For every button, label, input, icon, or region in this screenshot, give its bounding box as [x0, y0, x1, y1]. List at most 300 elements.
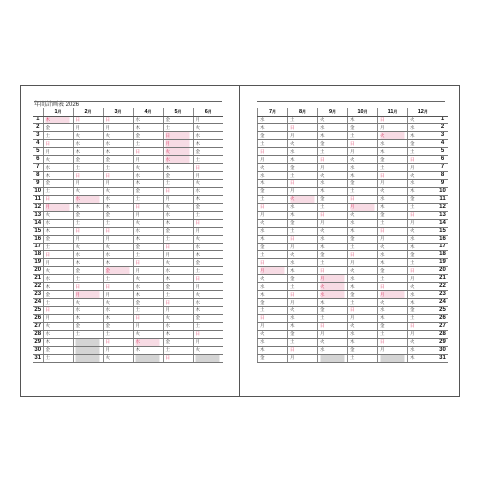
- date-cell-3-22[interactable]: [103, 283, 133, 291]
- date-cell-12-28[interactable]: [408, 330, 438, 338]
- date-cell-8-28[interactable]: [288, 330, 318, 338]
- date-cell-11-10[interactable]: [378, 187, 408, 195]
- date-cell-5-24[interactable]: [163, 299, 193, 307]
- date-cell-3-13[interactable]: [103, 211, 133, 219]
- date-cell-5-11[interactable]: [163, 195, 193, 203]
- date-cell-9-20[interactable]: [318, 267, 348, 275]
- blank-date-cell[interactable]: [193, 354, 223, 362]
- date-cell-4-5[interactable]: [133, 148, 163, 156]
- date-cell-12-4[interactable]: [408, 140, 438, 148]
- date-cell-7-27[interactable]: [258, 322, 288, 330]
- date-cell-12-9[interactable]: [408, 180, 438, 188]
- date-cell-11-20[interactable]: [378, 267, 408, 275]
- date-cell-5-8[interactable]: [163, 172, 193, 180]
- date-cell-8-22[interactable]: [288, 283, 318, 291]
- date-cell-9-23[interactable]: [318, 291, 348, 299]
- date-cell-7-31[interactable]: [258, 354, 288, 362]
- date-cell-8-8[interactable]: [288, 172, 318, 180]
- date-cell-6-20[interactable]: [193, 267, 223, 275]
- blank-date-cell[interactable]: [73, 354, 103, 362]
- date-cell-5-28[interactable]: [163, 330, 193, 338]
- date-cell-1-27[interactable]: [43, 322, 73, 330]
- date-cell-5-29[interactable]: [163, 338, 193, 346]
- date-cell-10-25[interactable]: [348, 307, 378, 315]
- date-cell-7-17[interactable]: [258, 243, 288, 251]
- date-cell-7-14[interactable]: [258, 219, 288, 227]
- date-cell-6-29[interactable]: [193, 338, 223, 346]
- date-cell-6-17[interactable]: [193, 243, 223, 251]
- date-cell-6-3[interactable]: [193, 132, 223, 140]
- date-cell-6-27[interactable]: [193, 322, 223, 330]
- date-cell-7-25[interactable]: [258, 307, 288, 315]
- date-cell-7-21[interactable]: [258, 275, 288, 283]
- date-cell-7-22[interactable]: [258, 283, 288, 291]
- date-cell-5-27[interactable]: [163, 322, 193, 330]
- date-cell-4-3[interactable]: [133, 132, 163, 140]
- date-cell-6-4[interactable]: [193, 140, 223, 148]
- date-cell-1-20[interactable]: [43, 267, 73, 275]
- date-cell-12-22[interactable]: [408, 283, 438, 291]
- date-cell-11-16[interactable]: [378, 235, 408, 243]
- date-cell-12-24[interactable]: [408, 299, 438, 307]
- date-cell-11-14[interactable]: [378, 219, 408, 227]
- date-cell-11-21[interactable]: [378, 275, 408, 283]
- date-cell-5-19[interactable]: [163, 259, 193, 267]
- date-cell-3-24[interactable]: [103, 299, 133, 307]
- date-cell-11-7[interactable]: [378, 164, 408, 172]
- date-cell-6-28[interactable]: [193, 330, 223, 338]
- date-cell-2-5[interactable]: [73, 148, 103, 156]
- date-cell-7-3[interactable]: [258, 132, 288, 140]
- date-cell-10-23[interactable]: [348, 291, 378, 299]
- date-cell-6-19[interactable]: [193, 259, 223, 267]
- date-cell-9-15[interactable]: [318, 227, 348, 235]
- date-cell-8-5[interactable]: [288, 148, 318, 156]
- date-cell-7-6[interactable]: [258, 156, 288, 164]
- date-cell-1-21[interactable]: [43, 275, 73, 283]
- date-cell-7-29[interactable]: [258, 338, 288, 346]
- date-cell-8-25[interactable]: [288, 307, 318, 315]
- date-cell-3-23[interactable]: [103, 291, 133, 299]
- date-cell-7-13[interactable]: [258, 211, 288, 219]
- date-cell-4-28[interactable]: [133, 330, 163, 338]
- date-cell-6-18[interactable]: [193, 251, 223, 259]
- date-cell-8-21[interactable]: [288, 275, 318, 283]
- date-cell-11-3[interactable]: [378, 132, 408, 140]
- date-cell-4-18[interactable]: [133, 251, 163, 259]
- date-cell-10-6[interactable]: [348, 156, 378, 164]
- date-cell-3-8[interactable]: [103, 172, 133, 180]
- date-cell-8-2[interactable]: [288, 124, 318, 132]
- date-cell-3-9[interactable]: [103, 180, 133, 188]
- date-cell-6-8[interactable]: [193, 172, 223, 180]
- date-cell-1-9[interactable]: [43, 180, 73, 188]
- date-cell-5-30[interactable]: [163, 346, 193, 354]
- date-cell-1-2[interactable]: [43, 124, 73, 132]
- date-cell-10-15[interactable]: [348, 227, 378, 235]
- date-cell-5-14[interactable]: [163, 219, 193, 227]
- date-cell-2-26[interactable]: [73, 314, 103, 322]
- date-cell-10-9[interactable]: [348, 180, 378, 188]
- date-cell-11-22[interactable]: [378, 283, 408, 291]
- date-cell-4-25[interactable]: [133, 307, 163, 315]
- date-cell-9-11[interactable]: [318, 195, 348, 203]
- date-cell-8-7[interactable]: [288, 164, 318, 172]
- date-cell-11-4[interactable]: [378, 140, 408, 148]
- date-cell-7-20[interactable]: [258, 267, 288, 275]
- date-cell-11-25[interactable]: [378, 307, 408, 315]
- date-cell-5-16[interactable]: [163, 235, 193, 243]
- date-cell-12-12[interactable]: [408, 203, 438, 211]
- date-cell-8-15[interactable]: [288, 227, 318, 235]
- date-cell-11-27[interactable]: [378, 322, 408, 330]
- date-cell-8-26[interactable]: [288, 314, 318, 322]
- date-cell-3-2[interactable]: [103, 124, 133, 132]
- date-cell-2-20[interactable]: [73, 267, 103, 275]
- date-cell-2-16[interactable]: [73, 235, 103, 243]
- date-cell-12-5[interactable]: [408, 148, 438, 156]
- date-cell-1-1[interactable]: [43, 116, 73, 124]
- date-cell-4-8[interactable]: [133, 172, 163, 180]
- date-cell-2-28[interactable]: [73, 330, 103, 338]
- date-cell-12-19[interactable]: [408, 259, 438, 267]
- date-cell-8-14[interactable]: [288, 219, 318, 227]
- date-cell-3-17[interactable]: [103, 243, 133, 251]
- date-cell-12-3[interactable]: [408, 132, 438, 140]
- date-cell-6-11[interactable]: [193, 195, 223, 203]
- date-cell-10-17[interactable]: [348, 243, 378, 251]
- date-cell-2-19[interactable]: [73, 259, 103, 267]
- date-cell-2-3[interactable]: [73, 132, 103, 140]
- date-cell-1-25[interactable]: [43, 307, 73, 315]
- date-cell-9-17[interactable]: [318, 243, 348, 251]
- date-cell-11-17[interactable]: [378, 243, 408, 251]
- date-cell-7-11[interactable]: [258, 195, 288, 203]
- date-cell-5-5[interactable]: [163, 148, 193, 156]
- date-cell-8-3[interactable]: [288, 132, 318, 140]
- date-cell-11-6[interactable]: [378, 156, 408, 164]
- date-cell-12-6[interactable]: [408, 156, 438, 164]
- date-cell-10-12[interactable]: [348, 203, 378, 211]
- date-cell-7-12[interactable]: [258, 203, 288, 211]
- date-cell-9-18[interactable]: [318, 251, 348, 259]
- date-cell-9-16[interactable]: [318, 235, 348, 243]
- date-cell-5-3[interactable]: [163, 132, 193, 140]
- date-cell-3-4[interactable]: [103, 140, 133, 148]
- date-cell-11-8[interactable]: [378, 172, 408, 180]
- date-cell-1-12[interactable]: [43, 203, 73, 211]
- date-cell-12-27[interactable]: [408, 322, 438, 330]
- date-cell-4-24[interactable]: [133, 299, 163, 307]
- date-cell-4-20[interactable]: [133, 267, 163, 275]
- date-cell-9-3[interactable]: [318, 132, 348, 140]
- date-cell-1-18[interactable]: [43, 251, 73, 259]
- date-cell-4-6[interactable]: [133, 156, 163, 164]
- date-cell-4-30[interactable]: [133, 346, 163, 354]
- date-cell-1-31[interactable]: [43, 354, 73, 362]
- date-cell-9-25[interactable]: [318, 307, 348, 315]
- date-cell-3-25[interactable]: [103, 307, 133, 315]
- date-cell-9-7[interactable]: [318, 164, 348, 172]
- blank-date-cell[interactable]: [378, 354, 408, 362]
- date-cell-10-1[interactable]: [348, 116, 378, 124]
- date-cell-12-13[interactable]: [408, 211, 438, 219]
- date-cell-2-13[interactable]: [73, 211, 103, 219]
- date-cell-4-14[interactable]: [133, 219, 163, 227]
- date-cell-1-4[interactable]: [43, 140, 73, 148]
- date-cell-10-11[interactable]: [348, 195, 378, 203]
- date-cell-9-1[interactable]: [318, 116, 348, 124]
- date-cell-6-7[interactable]: [193, 164, 223, 172]
- date-cell-1-15[interactable]: [43, 227, 73, 235]
- date-cell-4-26[interactable]: [133, 314, 163, 322]
- date-cell-8-9[interactable]: [288, 180, 318, 188]
- date-cell-2-14[interactable]: [73, 219, 103, 227]
- date-cell-7-10[interactable]: [258, 187, 288, 195]
- date-cell-9-27[interactable]: [318, 322, 348, 330]
- date-cell-6-24[interactable]: [193, 299, 223, 307]
- date-cell-12-26[interactable]: [408, 314, 438, 322]
- date-cell-4-22[interactable]: [133, 283, 163, 291]
- date-cell-3-5[interactable]: [103, 148, 133, 156]
- date-cell-12-25[interactable]: [408, 307, 438, 315]
- date-cell-1-5[interactable]: [43, 148, 73, 156]
- date-cell-2-4[interactable]: [73, 140, 103, 148]
- date-cell-9-29[interactable]: [318, 338, 348, 346]
- date-cell-2-24[interactable]: [73, 299, 103, 307]
- date-cell-1-6[interactable]: [43, 156, 73, 164]
- date-cell-3-30[interactable]: [103, 346, 133, 354]
- date-cell-4-9[interactable]: [133, 180, 163, 188]
- date-cell-9-9[interactable]: [318, 180, 348, 188]
- date-cell-8-27[interactable]: [288, 322, 318, 330]
- date-cell-5-26[interactable]: [163, 314, 193, 322]
- date-cell-2-25[interactable]: [73, 307, 103, 315]
- date-cell-6-22[interactable]: [193, 283, 223, 291]
- date-cell-8-31[interactable]: [288, 354, 318, 362]
- date-cell-2-8[interactable]: [73, 172, 103, 180]
- date-cell-7-4[interactable]: [258, 140, 288, 148]
- date-cell-11-18[interactable]: [378, 251, 408, 259]
- date-cell-7-7[interactable]: [258, 164, 288, 172]
- date-cell-11-24[interactable]: [378, 299, 408, 307]
- date-cell-5-23[interactable]: [163, 291, 193, 299]
- date-cell-6-1[interactable]: [193, 116, 223, 124]
- date-cell-8-10[interactable]: [288, 187, 318, 195]
- date-cell-4-19[interactable]: [133, 259, 163, 267]
- date-cell-5-7[interactable]: [163, 164, 193, 172]
- date-cell-7-18[interactable]: [258, 251, 288, 259]
- date-cell-8-12[interactable]: [288, 203, 318, 211]
- date-cell-12-29[interactable]: [408, 338, 438, 346]
- date-cell-9-22[interactable]: [318, 283, 348, 291]
- date-cell-6-5[interactable]: [193, 148, 223, 156]
- date-cell-8-29[interactable]: [288, 338, 318, 346]
- date-cell-10-21[interactable]: [348, 275, 378, 283]
- blank-date-cell[interactable]: [318, 354, 348, 362]
- date-cell-9-6[interactable]: [318, 156, 348, 164]
- date-cell-6-6[interactable]: [193, 156, 223, 164]
- date-cell-2-23[interactable]: [73, 291, 103, 299]
- date-cell-10-27[interactable]: [348, 322, 378, 330]
- date-cell-3-26[interactable]: [103, 314, 133, 322]
- date-cell-10-24[interactable]: [348, 299, 378, 307]
- date-cell-12-23[interactable]: [408, 291, 438, 299]
- date-cell-9-5[interactable]: [318, 148, 348, 156]
- date-cell-12-31[interactable]: [408, 354, 438, 362]
- date-cell-10-31[interactable]: [348, 354, 378, 362]
- date-cell-9-4[interactable]: [318, 140, 348, 148]
- date-cell-9-26[interactable]: [318, 314, 348, 322]
- date-cell-3-19[interactable]: [103, 259, 133, 267]
- date-cell-2-7[interactable]: [73, 164, 103, 172]
- date-cell-2-15[interactable]: [73, 227, 103, 235]
- date-cell-5-31[interactable]: [163, 354, 193, 362]
- date-cell-1-11[interactable]: [43, 195, 73, 203]
- date-cell-9-30[interactable]: [318, 346, 348, 354]
- date-cell-2-2[interactable]: [73, 124, 103, 132]
- date-cell-4-7[interactable]: [133, 164, 163, 172]
- date-cell-10-19[interactable]: [348, 259, 378, 267]
- date-cell-8-19[interactable]: [288, 259, 318, 267]
- date-cell-9-14[interactable]: [318, 219, 348, 227]
- date-cell-6-30[interactable]: [193, 346, 223, 354]
- blank-date-cell[interactable]: [73, 346, 103, 354]
- date-cell-8-18[interactable]: [288, 251, 318, 259]
- date-cell-3-15[interactable]: [103, 227, 133, 235]
- date-cell-2-17[interactable]: [73, 243, 103, 251]
- date-cell-8-13[interactable]: [288, 211, 318, 219]
- date-cell-3-11[interactable]: [103, 195, 133, 203]
- date-cell-6-23[interactable]: [193, 291, 223, 299]
- date-cell-12-10[interactable]: [408, 187, 438, 195]
- date-cell-12-20[interactable]: [408, 267, 438, 275]
- date-cell-12-14[interactable]: [408, 219, 438, 227]
- date-cell-2-27[interactable]: [73, 322, 103, 330]
- date-cell-8-30[interactable]: [288, 346, 318, 354]
- date-cell-5-21[interactable]: [163, 275, 193, 283]
- date-cell-1-24[interactable]: [43, 299, 73, 307]
- date-cell-10-16[interactable]: [348, 235, 378, 243]
- date-cell-10-28[interactable]: [348, 330, 378, 338]
- date-cell-4-13[interactable]: [133, 211, 163, 219]
- date-cell-1-26[interactable]: [43, 314, 73, 322]
- date-cell-5-9[interactable]: [163, 180, 193, 188]
- date-cell-9-19[interactable]: [318, 259, 348, 267]
- date-cell-10-29[interactable]: [348, 338, 378, 346]
- date-cell-6-13[interactable]: [193, 211, 223, 219]
- date-cell-5-17[interactable]: [163, 243, 193, 251]
- date-cell-1-30[interactable]: [43, 346, 73, 354]
- date-cell-10-14[interactable]: [348, 219, 378, 227]
- date-cell-4-17[interactable]: [133, 243, 163, 251]
- date-cell-10-20[interactable]: [348, 267, 378, 275]
- date-cell-8-24[interactable]: [288, 299, 318, 307]
- date-cell-8-1[interactable]: [288, 116, 318, 124]
- blank-date-cell[interactable]: [73, 338, 103, 346]
- date-cell-1-29[interactable]: [43, 338, 73, 346]
- date-cell-11-29[interactable]: [378, 338, 408, 346]
- date-cell-6-14[interactable]: [193, 219, 223, 227]
- date-cell-8-4[interactable]: [288, 140, 318, 148]
- date-cell-1-19[interactable]: [43, 259, 73, 267]
- date-cell-1-23[interactable]: [43, 291, 73, 299]
- date-cell-7-26[interactable]: [258, 314, 288, 322]
- date-cell-12-15[interactable]: [408, 227, 438, 235]
- date-cell-12-30[interactable]: [408, 346, 438, 354]
- date-cell-4-21[interactable]: [133, 275, 163, 283]
- date-cell-7-5[interactable]: [258, 148, 288, 156]
- date-cell-6-2[interactable]: [193, 124, 223, 132]
- date-cell-5-2[interactable]: [163, 124, 193, 132]
- date-cell-10-4[interactable]: [348, 140, 378, 148]
- date-cell-10-3[interactable]: [348, 132, 378, 140]
- date-cell-1-14[interactable]: [43, 219, 73, 227]
- date-cell-5-13[interactable]: [163, 211, 193, 219]
- date-cell-10-22[interactable]: [348, 283, 378, 291]
- date-cell-6-15[interactable]: [193, 227, 223, 235]
- date-cell-11-1[interactable]: [378, 116, 408, 124]
- date-cell-3-14[interactable]: [103, 219, 133, 227]
- date-cell-10-18[interactable]: [348, 251, 378, 259]
- date-cell-7-9[interactable]: [258, 180, 288, 188]
- date-cell-5-10[interactable]: [163, 187, 193, 195]
- date-cell-7-1[interactable]: [258, 116, 288, 124]
- date-cell-11-15[interactable]: [378, 227, 408, 235]
- date-cell-6-21[interactable]: [193, 275, 223, 283]
- date-cell-12-8[interactable]: [408, 172, 438, 180]
- date-cell-4-27[interactable]: [133, 322, 163, 330]
- blank-date-cell[interactable]: [133, 354, 163, 362]
- date-cell-4-10[interactable]: [133, 187, 163, 195]
- date-cell-5-1[interactable]: [163, 116, 193, 124]
- date-cell-3-3[interactable]: [103, 132, 133, 140]
- date-cell-11-28[interactable]: [378, 330, 408, 338]
- date-cell-8-11[interactable]: [288, 195, 318, 203]
- date-cell-1-28[interactable]: [43, 330, 73, 338]
- date-cell-3-1[interactable]: [103, 116, 133, 124]
- date-cell-3-10[interactable]: [103, 187, 133, 195]
- date-cell-3-28[interactable]: [103, 330, 133, 338]
- date-cell-12-21[interactable]: [408, 275, 438, 283]
- date-cell-10-8[interactable]: [348, 172, 378, 180]
- date-cell-11-26[interactable]: [378, 314, 408, 322]
- date-cell-5-15[interactable]: [163, 227, 193, 235]
- date-cell-4-15[interactable]: [133, 227, 163, 235]
- date-cell-3-29[interactable]: [103, 338, 133, 346]
- date-cell-7-16[interactable]: [258, 235, 288, 243]
- date-cell-1-13[interactable]: [43, 211, 73, 219]
- date-cell-3-6[interactable]: [103, 156, 133, 164]
- date-cell-10-13[interactable]: [348, 211, 378, 219]
- date-cell-4-1[interactable]: [133, 116, 163, 124]
- date-cell-7-8[interactable]: [258, 172, 288, 180]
- date-cell-6-16[interactable]: [193, 235, 223, 243]
- date-cell-10-7[interactable]: [348, 164, 378, 172]
- date-cell-7-2[interactable]: [258, 124, 288, 132]
- date-cell-4-11[interactable]: [133, 195, 163, 203]
- date-cell-1-16[interactable]: [43, 235, 73, 243]
- date-cell-11-11[interactable]: [378, 195, 408, 203]
- date-cell-9-21[interactable]: [318, 275, 348, 283]
- date-cell-7-30[interactable]: [258, 346, 288, 354]
- date-cell-2-22[interactable]: [73, 283, 103, 291]
- date-cell-7-24[interactable]: [258, 299, 288, 307]
- date-cell-4-23[interactable]: [133, 291, 163, 299]
- date-cell-11-2[interactable]: [378, 124, 408, 132]
- date-cell-5-6[interactable]: [163, 156, 193, 164]
- date-cell-5-4[interactable]: [163, 140, 193, 148]
